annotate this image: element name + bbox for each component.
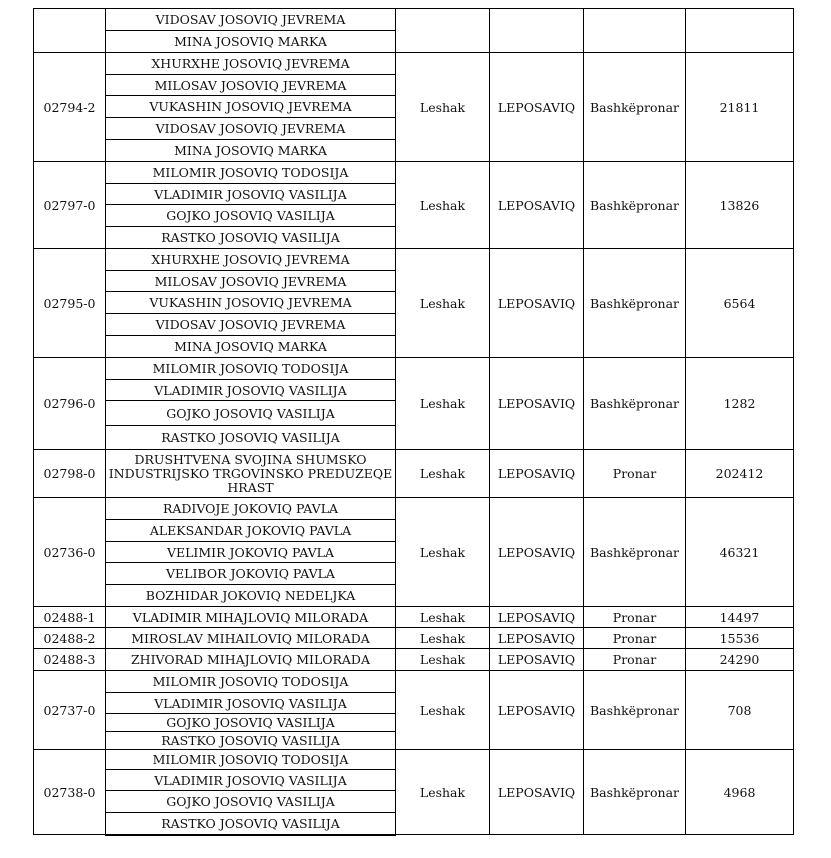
area-cell: 708	[686, 671, 794, 750]
ownership-type-cell: Pronar	[584, 628, 686, 649]
culture-cell: Leshak	[396, 450, 490, 498]
parcel-number-cell	[34, 9, 106, 53]
culture-cell: Leshak	[396, 750, 490, 835]
area-cell: 15536	[686, 628, 794, 649]
owner-name-cell: MIROSLAV MIHAILOVIQ MILORADA	[106, 628, 396, 649]
parcel-number-cell: 02796-0	[34, 358, 106, 450]
parcel-number-cell: 02488-2	[34, 628, 106, 649]
owner-name-cell: VLADIMIR JOSOVIQ VASILIJA	[106, 693, 396, 714]
municipality-cell: LEPOSAVIQ	[490, 53, 584, 162]
area-cell: 21811	[686, 53, 794, 162]
table-row	[34, 607, 794, 628]
owner-name-cell: MINA JOSOVIQ MARKA	[106, 140, 396, 162]
culture-cell: Leshak	[396, 162, 490, 249]
owner-name-cell: VIDOSAV JOSOVIQ JEVREMA	[106, 314, 396, 336]
ownership-type-cell: Bashkëpronar	[584, 53, 686, 162]
owner-name-cell: MILOMIR JOSOVIQ TODOSIJA	[106, 162, 396, 184]
culture-cell	[396, 9, 490, 53]
parcel-number-cell: 02795-0	[34, 249, 106, 358]
owner-name-cell: VIDOSAV JOSOVIQ JEVREMA	[106, 118, 396, 140]
owner-name-cell: XHURXHE JOSOVIQ JEVREMA	[106, 53, 396, 75]
owner-name-cell: VUKASHIN JOSOVIQ JEVREMA	[106, 96, 396, 118]
municipality-cell: LEPOSAVIQ	[490, 649, 584, 671]
parcel-number-cell: 02798-0	[34, 450, 106, 498]
owner-name-cell: VLADIMIR JOSOVIQ VASILIJA	[106, 770, 396, 791]
municipality-cell: LEPOSAVIQ	[490, 750, 584, 835]
table-row	[34, 358, 794, 380]
parcel-number-cell: 02738-0	[34, 750, 106, 835]
ownership-type-cell: Bashkëpronar	[584, 498, 686, 607]
table-row	[34, 649, 794, 671]
table-row	[34, 53, 794, 75]
owner-name-cell: VLADIMIR JOSOVIQ VASILIJA	[106, 184, 396, 205]
owner-name-cell: VUKASHIN JOSOVIQ JEVREMA	[106, 292, 396, 314]
owner-name-cell: RASTKO JOSOVIQ VASILIJA	[106, 426, 396, 450]
culture-cell: Leshak	[396, 649, 490, 671]
culture-cell: Leshak	[396, 53, 490, 162]
municipality-cell: LEPOSAVIQ	[490, 249, 584, 358]
culture-cell: Leshak	[396, 249, 490, 358]
owner-name-cell: MILOMIR JOSOVIQ TODOSIJA	[106, 671, 396, 693]
ownership-type-cell: Bashkëpronar	[584, 671, 686, 750]
owner-name-cell: GOJKO JOSOVIQ VASILIJA	[106, 205, 396, 227]
owner-name-cell: MILOSAV JOSOVIQ JEVREMA	[106, 75, 396, 96]
ownership-type-cell: Bashkëpronar	[584, 358, 686, 450]
ownership-type-cell: Bashkëpronar	[584, 249, 686, 358]
owner-name-cell: MINA JOSOVIQ MARKA	[106, 336, 396, 358]
municipality-cell: LEPOSAVIQ	[490, 450, 584, 498]
area-cell: 14497	[686, 607, 794, 628]
ownership-type-cell: Bashkëpronar	[584, 162, 686, 249]
owner-name-cell: GOJKO JOSOVIQ VASILIJA	[106, 714, 396, 732]
table-row	[34, 249, 794, 271]
owner-name-cell: ZHIVORAD MIHAJLOVIQ MILORADA	[106, 649, 396, 671]
table-row	[34, 628, 794, 649]
municipality-cell: LEPOSAVIQ	[490, 162, 584, 249]
ownership-type-cell	[584, 9, 686, 53]
area-cell: 202412	[686, 450, 794, 498]
table-row	[34, 671, 794, 693]
owner-name-cell: MILOMIR JOSOVIQ TODOSIJA	[106, 358, 396, 380]
parcel-number-cell: 02488-1	[34, 607, 106, 628]
ownership-type-cell: Pronar	[584, 649, 686, 671]
table-row	[34, 450, 794, 498]
owner-name-cell: ALEKSANDAR JOKOVIQ PAVLA	[106, 520, 396, 542]
parcel-number-cell: 02737-0	[34, 671, 106, 750]
parcel-number-cell: 02488-3	[34, 649, 106, 671]
owner-name-cell: GOJKO JOSOVIQ VASILIJA	[106, 401, 396, 426]
area-cell: 1282	[686, 358, 794, 450]
municipality-cell	[490, 9, 584, 53]
owner-name-cell: VELIMIR JOKOVIQ PAVLA	[106, 542, 396, 563]
culture-cell: Leshak	[396, 628, 490, 649]
owner-name-cell: RASTKO JOSOVIQ VASILIJA	[106, 227, 396, 249]
owner-name-cell: VIDOSAV JOSOVIQ JEVREMA	[106, 9, 396, 31]
owner-name-cell: GOJKO JOSOVIQ VASILIJA	[106, 791, 396, 813]
culture-cell: Leshak	[396, 671, 490, 750]
municipality-cell: LEPOSAVIQ	[490, 628, 584, 649]
ownership-type-cell: Pronar	[584, 607, 686, 628]
culture-cell: Leshak	[396, 607, 490, 628]
area-cell: 13826	[686, 162, 794, 249]
ownership-type-cell: Pronar	[584, 450, 686, 498]
municipality-cell: LEPOSAVIQ	[490, 358, 584, 450]
owner-name-cell: MILOMIR JOSOVIQ TODOSIJA	[106, 750, 396, 770]
municipality-cell: LEPOSAVIQ	[490, 607, 584, 628]
parcel-ownership-table	[33, 8, 794, 836]
area-cell: 6564	[686, 249, 794, 358]
parcel-number-cell: 02736-0	[34, 498, 106, 607]
area-cell: 46321	[686, 498, 794, 607]
area-cell: 24290	[686, 649, 794, 671]
area-cell: 4968	[686, 750, 794, 835]
municipality-cell: LEPOSAVIQ	[490, 671, 584, 750]
ownership-type-cell: Bashkëpronar	[584, 750, 686, 835]
owner-name-cell: RASTKO JOSOVIQ VASILIJA	[106, 813, 396, 835]
owner-name-cell: BOZHIDAR JOKOVIQ NEDELJKA	[106, 585, 396, 607]
culture-cell: Leshak	[396, 358, 490, 450]
owner-name-cell: MILOSAV JOSOVIQ JEVREMA	[106, 271, 396, 292]
owner-name-cell: RASTKO JOSOVIQ VASILIJA	[106, 732, 396, 750]
table-row	[34, 498, 794, 520]
table-row	[34, 9, 794, 31]
area-cell	[686, 9, 794, 53]
table-row	[34, 162, 794, 184]
owner-name-cell: XHURXHE JOSOVIQ JEVREMA	[106, 249, 396, 271]
parcel-number-cell: 02797-0	[34, 162, 106, 249]
table-row	[34, 750, 794, 770]
parcel-number-cell: 02794-2	[34, 53, 106, 162]
owner-name-cell: RADIVOJE JOKOVIQ PAVLA	[106, 498, 396, 520]
owner-name-cell: VELIBOR JOKOVIQ PAVLA	[106, 563, 396, 585]
culture-cell: Leshak	[396, 498, 490, 607]
owner-name-cell: VLADIMIR JOSOVIQ VASILIJA	[106, 380, 396, 401]
owner-name-cell: DRUSHTVENA SVOJINA SHUMSKO INDUSTRIJSKO TRGOVINSKO PREDUZEQE HRAST	[106, 450, 396, 498]
owner-name-cell: MINA JOSOVIQ MARKA	[106, 31, 396, 53]
municipality-cell: LEPOSAVIQ	[490, 498, 584, 607]
owner-name-cell: VLADIMIR MIHAJLOVIQ MILORADA	[106, 607, 396, 628]
